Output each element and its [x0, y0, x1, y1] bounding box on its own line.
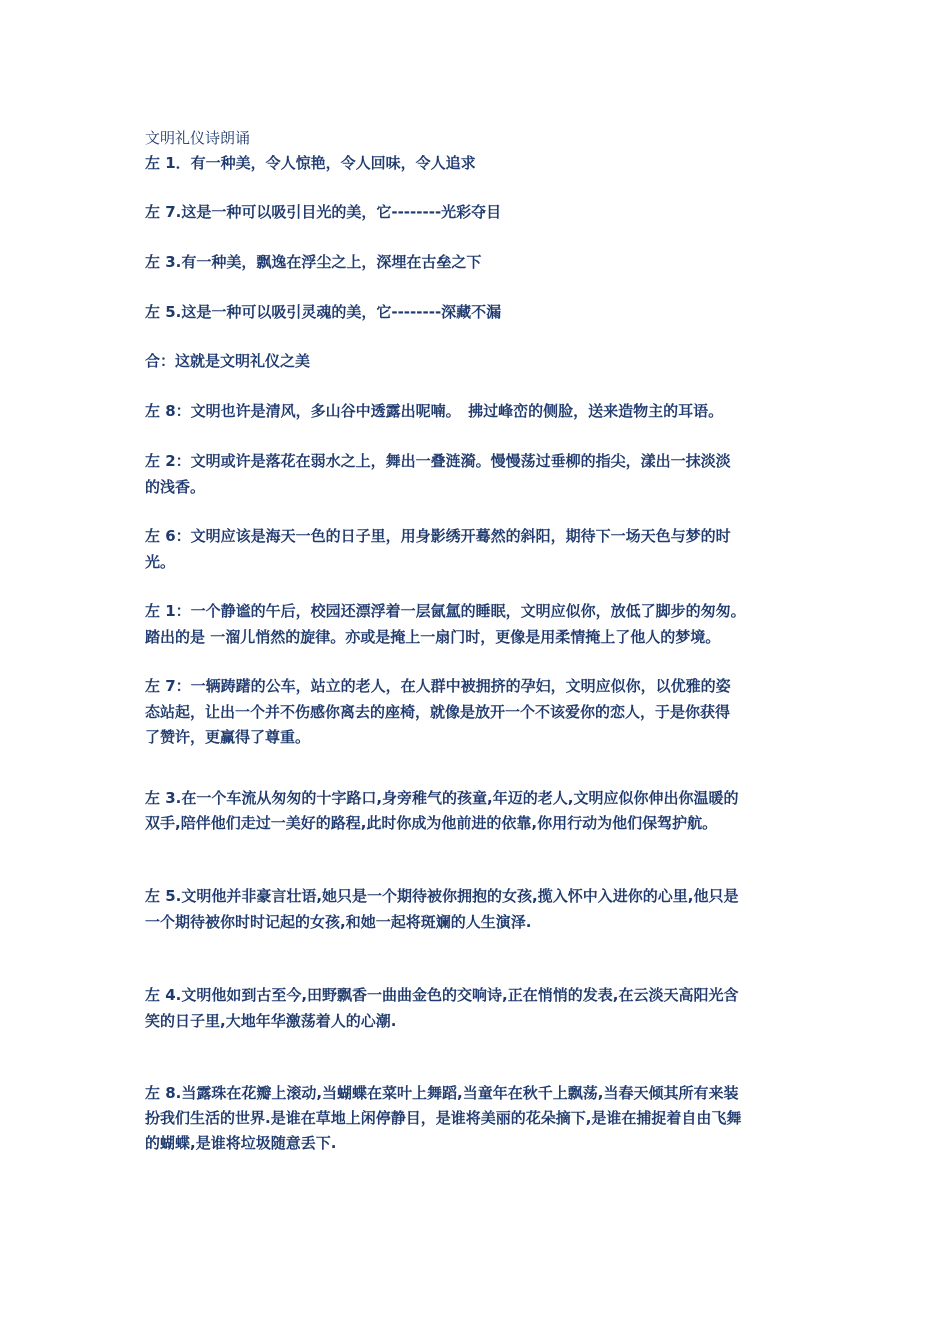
text-line: 双手,陪伴他们走过一美好的路程,此时你成为他前进的依靠,你用行动为他们保驾护航。: [145, 814, 718, 832]
text-line: 态站起，让出一个并不伤感你离去的座椅，就像是放开一个不该爱你的恋人，于是你获得: [145, 703, 731, 721]
text-line: 左 1．有一种美，令人惊艳，令人回味，令人追求: [145, 154, 476, 172]
text-line: 一个期待被你时时记起的女孩,和她一起将斑斓的人生演泽.: [145, 913, 532, 931]
text-line: 左 6：文明应该是海天一色的日子里，用身影绣开蓦然的斜阳，期待下一场天色与梦的时: [145, 527, 731, 545]
text-line: 左 3.有一种美，飘逸在浮尘之上，深埋在古垒之下: [145, 253, 482, 271]
text-line: 合：这就是文明礼仪之美: [145, 352, 311, 370]
text-line: 左 7：一辆踌躇的公车，站立的老人，在人群中被拥挤的孕妇，文明应似你，以优雅的姿: [145, 677, 731, 695]
text-line: 左 4.文明他如到古至今,田野飘香一曲曲金色的交响诗,正在悄悄的发表,在云淡天高阳光含: [145, 986, 739, 1004]
text-line: 扮我们生活的世界.是谁在草地上闲停静目，是谁将美丽的花朵摘下,是谁在捕捉着自由飞舞: [145, 1109, 742, 1127]
text-line: 左 1：一个静谧的午后，校园还漂浮着一层氤氲的睡眠，文明应似你，放低了脚步的匆匆。: [145, 602, 746, 620]
text-line: 左 5.这是一种可以吸引灵魂的美，它--------深藏不漏: [145, 303, 502, 321]
text-line: 的蝴蝶,是谁将垃圾随意丢下.: [145, 1134, 337, 1152]
text-line: 左 3.在一个车流从匆匆的十字路口,身旁稚气的孩童,年迈的老人,文明应似你伸出你温暖的: [145, 789, 739, 807]
text-line: 左 8：文明也许是清风，多山谷中透露出呢喃。 拂过峰峦的侧脸，送来造物主的耳语。: [145, 402, 724, 420]
text-line: 了赞许，更赢得了尊重。: [145, 728, 311, 746]
text-line: 左 2：文明或许是落花在弱水之上，舞出一叠涟漪。慢慢荡过垂柳的指尖，漾出一抹淡淡: [145, 452, 731, 470]
text-line: 左 5.文明他并非豪言壮语,她只是一个期待被你拥抱的女孩,揽入怀中入进你的心里,他只是: [145, 887, 739, 905]
document-title: 文明礼仪诗朗诵: [145, 129, 251, 147]
text-line: 的浅香。: [145, 478, 206, 496]
text-line: 踏出的是 一溜儿悄然的旋律。亦或是掩上一扇门时，更像是用柔情掩上了他人的梦境。: [145, 628, 721, 646]
text-line: 光。: [145, 553, 176, 571]
text-line: 笑的日子里,大地年华激荡着人的心潮.: [145, 1012, 397, 1030]
text-line: 左 7.这是一种可以吸引目光的美，它--------光彩夺目: [145, 203, 502, 221]
text-line: 左 8.当露珠在花瓣上滚动,当蝴蝶在菜叶上舞蹈,当童年在秋千上飘荡,当春天倾其所有来装: [145, 1084, 739, 1102]
